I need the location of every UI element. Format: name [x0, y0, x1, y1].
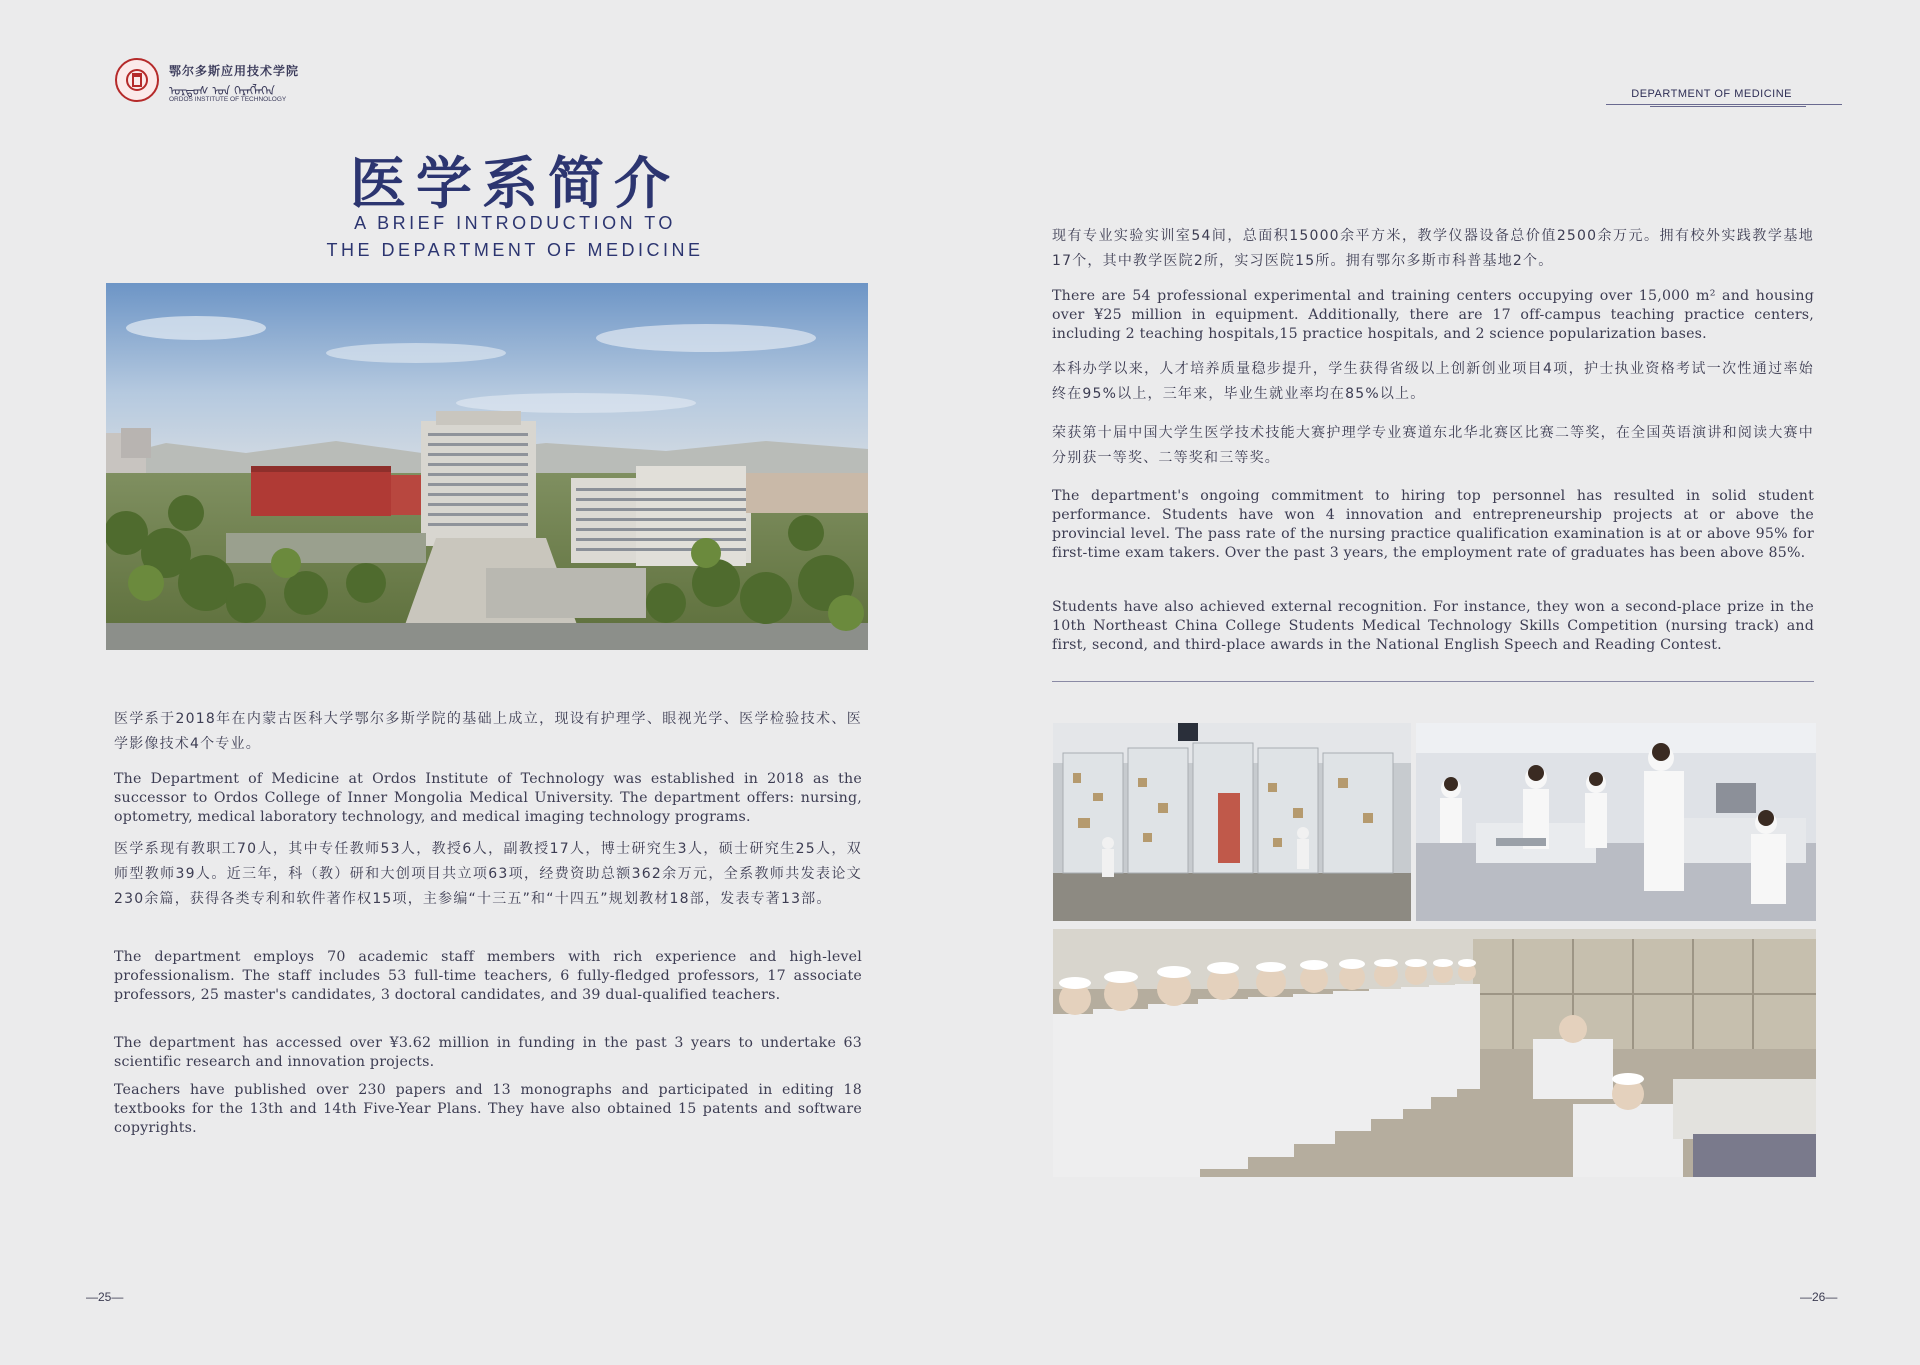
left-paragraph-1-cn: 医学系于2018年在内蒙古医科大学鄂尔多斯学院的基础上成立，现设有护理学、眼视光学、医学检验技术、医学影像技术4个专业。	[114, 711, 862, 752]
right-paragraph-3-en: Students have also achieved external recognition. For instance, they won a second-place prize in the 10th Northeast China College Students Medical Technology Skills Competition (nursing track) and first, second, and third-place awards in the National English Speech and Reading Contest.	[1052, 599, 1814, 653]
right-paragraph-2-cn: 本科办学以来，人才培养质量稳步提升，学生获得省级以上创新创业项目4项，护士执业资格考试一次性通过率始终在95%以上，三年来，毕业生就业率均在85%以上。	[1052, 361, 1814, 402]
anatomy-museum-photo	[1053, 723, 1411, 921]
page-title-chinese: 医学系简介	[350, 151, 680, 217]
header-rule-inner	[1650, 106, 1806, 107]
optometry-lab-photo	[1416, 723, 1816, 921]
page-title-english	[300, 210, 730, 264]
institute-logo	[115, 58, 315, 112]
right-paragraph-1-cn: 现有专业实验实训室54间，总面积15000余平方米，教学仪器设备总价值2500余万元。拥有校外实践教学基地17个，其中教学医院2所，实习医院15所。拥有鄂尔多斯市科普基地2个。	[1052, 228, 1814, 269]
right-paragraph-1-en: There are 54 professional experimental and training centers occupying over 15,000 m² and housing over ¥25 million in equipment. Additionally, there are 17 off-campus teaching practice centers, including 2 teaching hospitals,15 practice hospitals, and 2 science popularization bases.	[1052, 288, 1814, 342]
campus-aerial-photo	[106, 283, 868, 650]
department-header	[1606, 82, 1842, 112]
page-number-right: —26—	[1800, 1290, 1838, 1304]
section-divider	[1052, 681, 1814, 682]
left-paragraph-1-en: The Department of Medicine at Ordos Institute of Technology was established in 2018 as the successor to Ordos College of Inner Mongolia Medical University. The department offers: nursing, optometry, medical laboratory technology, and medical imaging technology programs.	[114, 771, 862, 825]
nursing-students-photo	[1053, 929, 1816, 1177]
title-english-line1: A BRIEF INTRODUCTION TO	[354, 213, 676, 233]
logo-mongolian-name: ᠣᠷᠳᠣᠰ ᠤᠨ ᠬᠡᠷᠡᠭᠯᠡᠭᠡᠨ	[169, 84, 275, 98]
logo-chinese-name: 鄂尔多斯应用技术学院	[169, 64, 300, 78]
left-paragraph-4-en: Teachers have published over 230 papers and 13 monographs and participated in editing 18 textbooks for the 13th and 14th Five-Year Plans. They have also obtained 15 patents and software copyrights.	[114, 1082, 862, 1136]
header-rule	[1606, 104, 1842, 105]
department-header-text: DEPARTMENT OF MEDICINE	[1631, 88, 1792, 100]
seal-icon	[115, 58, 159, 102]
logo-english-name: ORDOS INSTITUTE OF TECHNOLOGY	[169, 96, 287, 103]
left-paragraph-2-en: The department employs 70 academic staff members with rich experience and high-level professionalism. The staff includes 53 full-time teachers, 6 fully-fledged professors, 17 associate professors, 25 master's candidates, 3 doctoral candidates, and 39 dual-qualified teachers.	[114, 949, 862, 1003]
left-paragraph-2-cn: 医学系现有教职工70人，其中专任教师53人，教授6人，副教授17人，博士研究生3人，硕士研究生25人，双师型教师39人。近三年，科（教）研和大创项目共立项63项，经费资助总额362余万元，全系教师共发表论文230余篇，获得各类专利和软件著作权15项，主参编“十三五”和“十四五”规划教材18部，发表专著13部。	[114, 841, 862, 907]
right-paragraph-3-cn: 荣获第十届中国大学生医学技术技能大赛护理学专业赛道东北华北赛区比赛二等奖，在全国英语演讲和阅读大赛中分别获一等奖、二等奖和三等奖。	[1052, 425, 1814, 466]
left-paragraph-3-en: The department has accessed over ¥3.62 million in funding in the past 3 years to undertake 63 scientific research and innovation projects.	[114, 1035, 862, 1070]
title-english-line2: THE DEPARTMENT OF MEDICINE	[326, 240, 704, 260]
page-number-left: —25—	[86, 1290, 124, 1304]
right-paragraph-2-en: The department's ongoing commitment to hiring top personnel has resulted in solid student performance. Students have won 4 innovation and entrepreneurship projects at or above the provincial level. The pass rate of the nursing practice qualification examination is at or above 95% for first-time exam takers. Over the past 3 years, the employment rate of graduates has been above 85%.	[1052, 488, 1814, 561]
